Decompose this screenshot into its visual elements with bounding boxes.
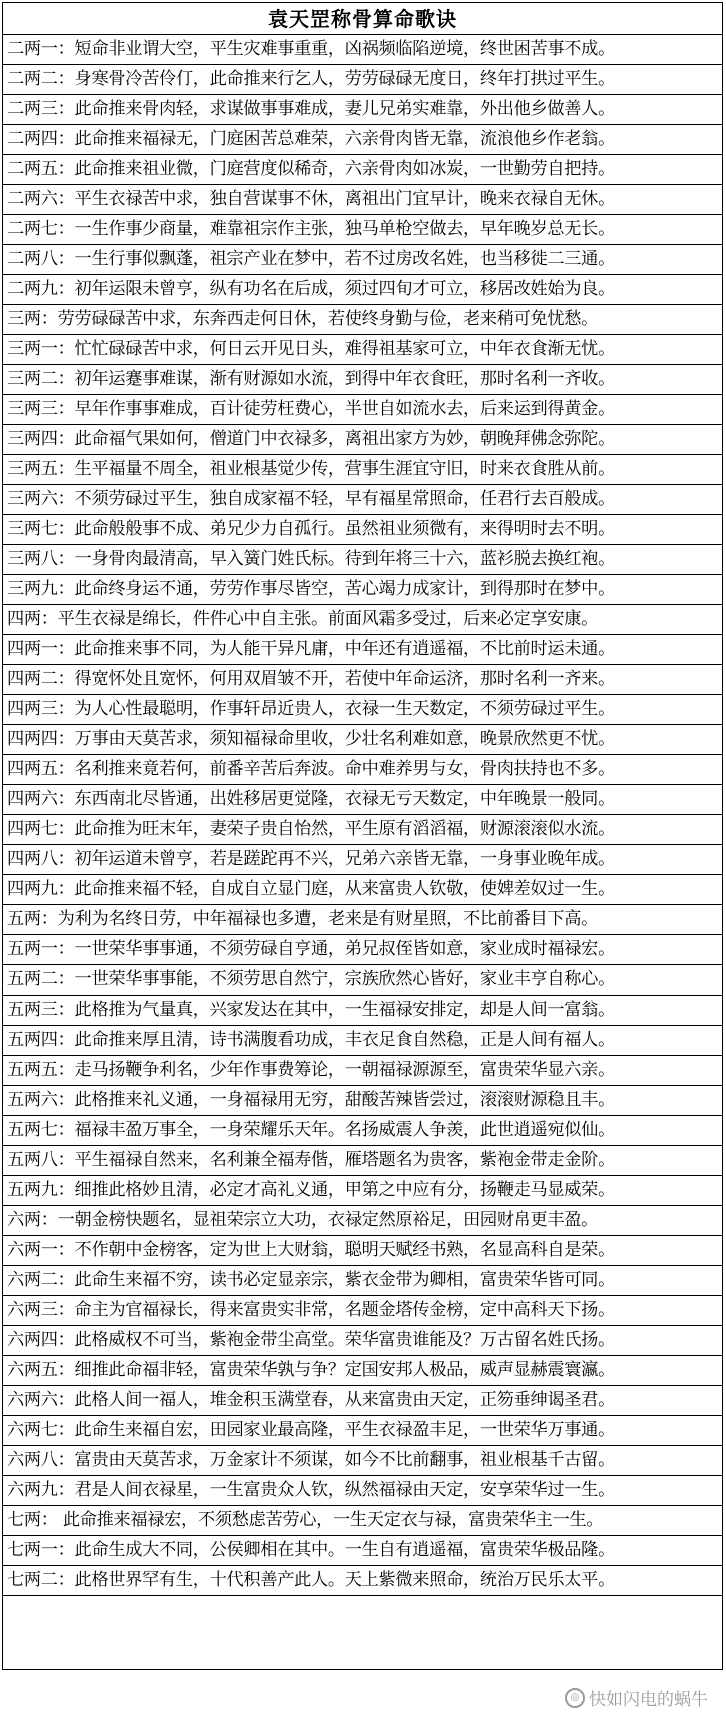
table-row: 四两一：此命推来事不同，为人能干异凡庸，中年还有逍遥福，不比前时运未通。: [3, 635, 722, 665]
table-row: 七两一：此命生成大不同，公侯卿相在其中。一生自有逍遥福，富贵荣华极品隆。: [3, 1536, 722, 1566]
table-row: 三两五：生平福量不周全，祖业根基觉少传，营事生涯宜守旧，时来衣食胜从前。: [3, 455, 722, 485]
table-row: 二两七：一生作事少商量，难靠祖宗作主张，独马单枪空做去，早年晚岁总无长。: [3, 215, 722, 245]
fortune-table: [2, 2, 723, 1670]
watermark: [565, 1685, 708, 1710]
table-row: 四两六：东西南北尽皆通，出姓移居更觉隆，衣禄无亏天数定，中年晚景一般同。: [3, 785, 722, 815]
table-title: 袁天罡称骨算命歌诀: [3, 3, 722, 35]
table-row: 五两四：此命推来厚且清，诗书满腹看功成，丰衣足食自然稳，正是人间有福人。: [3, 1026, 722, 1056]
table-row: 四两：平生衣禄是绵长，件件心中自主张。前面风霜多受过，后来必定享安康。: [3, 605, 722, 635]
table-row: 二两三：此命推来骨肉轻，求谋做事事难成，妻儿兄弟实难靠，外出他乡做善人。: [3, 95, 722, 125]
table-row: 四两七：此命推为旺末年，妻荣子贵自怡然，平生原有滔滔福，财源滚滚似水流。: [3, 815, 722, 845]
table-row: 二两八：一生行事似飘蓬，祖宗产业在梦中，若不过房改名姓，也当移徙二三通。: [3, 245, 722, 275]
table-row: 三两六：不须劳碌过平生，独自成家福不轻，早有福星常照命，任君行去百般成。: [3, 485, 722, 515]
table-row: 四两五：名利推来竟若何，前番辛苦后奔波。命中难养男与女，骨肉扶持也不多。: [3, 755, 722, 785]
table-row: 七两二：此格世界罕有生，十代积善产此人。天上紫微来照命，统治万民乐太平。: [3, 1566, 722, 1596]
table-row: 六两一：不作朝中金榜客，定为世上大财翁，聪明天赋经书熟，名显高科自是荣。: [3, 1236, 722, 1266]
table-row: 四两三：为人心性最聪明，作事轩昂近贵人，衣禄一生天数定，不须劳碌过平生。: [3, 695, 722, 725]
table-row: 二两六：平生衣禄苦中求，独自营谋事不休，离祖出门宜早计，晚来衣禄自无休。: [3, 185, 722, 215]
table-row: 三两三：早年作事事难成，百计徒劳枉费心，半世自如流水去，后来运到得黄金。: [3, 395, 722, 425]
table-row: 五两五：走马扬鞭争利名，少年作事费筹论，一朝福禄源源至，富贵荣华显六亲。: [3, 1056, 722, 1086]
table-row: 六两七：此命生来福自宏，田园家业最高隆，平生衣禄盈丰足，一世荣华万事通。: [3, 1416, 722, 1446]
headline-logo-icon: ◎: [565, 1688, 585, 1708]
table-row: 二两九：初年运限未曾亨，纵有功名在后成，须过四旬才可立，移居改姓始为良。: [3, 275, 722, 305]
table-row: 六两三：命主为官福禄长，得来富贵实非常，名题金塔传金榜，定中高科天下扬。: [3, 1296, 722, 1326]
watermark-text: 快如闪电的蜗牛: [589, 1690, 708, 1710]
table-row: 二两二：身寒骨冷苦伶仃，此命推来行乞人，劳劳碌碌无度日，终年打拱过平生。: [3, 65, 722, 95]
table-row: 三两一：忙忙碌碌苦中求，何日云开见日头，难得祖基家可立，中年衣食渐无忧。: [3, 335, 722, 365]
table-row: 五两八：平生福禄自然来，名利兼全福寿偕，雁塔题名为贵客，紫袍金带走金阶。: [3, 1146, 722, 1176]
table-row: 五两一：一世荣华事事通，不须劳碌自亨通，弟兄叔侄皆如意，家业成时福禄宏。: [3, 935, 722, 965]
table-row: 三两七：此命般般事不成、弟兄少力自孤行。虽然祖业须微有，来得明时去不明。: [3, 515, 722, 545]
table-row: 四两八：初年运道未曾亨，若是蹉跎再不兴，兄弟六亲皆无靠，一身事业晚年成。: [3, 845, 722, 875]
table-row: 三两四：此命福气果如何，僧道门中衣禄多，离祖出家方为妙，朝晚拜佛念弥陀。: [3, 425, 722, 455]
table-row: 二两五：此命推来祖业微，门庭营度似稀奇，六亲骨肉如冰炭，一世勤劳自把持。: [3, 155, 722, 185]
table-row: 七两： 此命推来福禄宏，不须愁虑苦劳心，一生天定衣与禄，富贵荣华主一生。: [3, 1506, 722, 1536]
table-row: 三两：劳劳碌碌苦中求，东奔西走何日休，若使终身勤与俭，老来稍可免忧愁。: [3, 305, 722, 335]
table-row: 三两二：初年运蹇事难谋，渐有财源如水流，到得中年衣食旺，那时名利一齐收。: [3, 365, 722, 395]
table-row: 六两五：细推此命福非轻，富贵荣华孰与争？定国安邦人极品，威声显赫震寰瀛。: [3, 1356, 722, 1386]
table-row: 五两：为利为名终日劳，中年福禄也多遭，老来是有财星照，不比前番目下高。: [3, 905, 722, 935]
table-row: 六两四：此格威权不可当，紫袍金带尘高堂。荣华富贵谁能及？万古留名姓氏扬。: [3, 1326, 722, 1356]
table-body: [3, 35, 722, 1596]
table-row: 四两四：万事由天莫苦求，须知福禄命里收，少壮名利难如意，晚景欣然更不忧。: [3, 725, 722, 755]
table-row: 五两六：此格推来礼义通，一身福禄用无穷，甜酸苦辣皆尝过，滚滚财源稳且丰。: [3, 1086, 722, 1116]
table-row: 三两九：此命终身运不通，劳劳作事尽皆空，苦心竭力成家计，到得那时在梦中。: [3, 575, 722, 605]
table-row: 五两九：细推此格妙且清，必定才高礼义通，甲第之中应有分，扬鞭走马显威荣。: [3, 1176, 722, 1206]
table-row: 五两三：此格推为气量真，兴家发达在其中，一生福禄安排定，却是人间一富翁。: [3, 996, 722, 1026]
table-row: 二两四：此命推来福禄无，门庭困苦总难荣，六亲骨肉皆无靠，流浪他乡作老翁。: [3, 125, 722, 155]
table-row: 四两九：此命推来福不轻，自成自立显门庭，从来富贵人钦敬，使婢差奴过一生。: [3, 875, 722, 905]
table-row: 六两：一朝金榜快题名，显祖荣宗立大功，衣禄定然原裕足，田园财帛更丰盈。: [3, 1206, 722, 1236]
table-row: 六两八：富贵由天莫苦求，万金家计不须谋，如今不比前翻事，祖业根基千古留。: [3, 1446, 722, 1476]
table-row: 二两一：短命非业谓大空，平生灾难事重重，凶祸频临陷逆境，终世困苦事不成。: [3, 35, 722, 65]
table-row: 四两二：得宽怀处且宽怀，何用双眉皱不开，若使中年命运济，那时名利一齐来。: [3, 665, 722, 695]
table-row: 六两九：君是人间衣禄星，一生富贵众人钦，纵然福禄由天定，安享荣华过一生。: [3, 1476, 722, 1506]
table-row: 六两二：此命生来福不穷，读书必定显亲宗，紫衣金带为卿相，富贵荣华皆可同。: [3, 1266, 722, 1296]
empty-row: [3, 1596, 722, 1670]
table-row: 五两七：福禄丰盈万事全，一身荣耀乐天年。名扬威震人争羡，此世逍遥宛似仙。: [3, 1116, 722, 1146]
table-row: 三两八：一身骨肉最清高，早入簧门姓氏标。待到年将三十六，蓝衫脱去换红袍。: [3, 545, 722, 575]
table-row: 六两六：此格人间一福人，堆金积玉满堂春，从来富贵由天定，正笏垂绅谒圣君。: [3, 1386, 722, 1416]
table-row: 五两二：一世荣华事事能，不须劳思自然宁，宗族欣然心皆好，家业丰亨自称心。: [3, 965, 722, 995]
